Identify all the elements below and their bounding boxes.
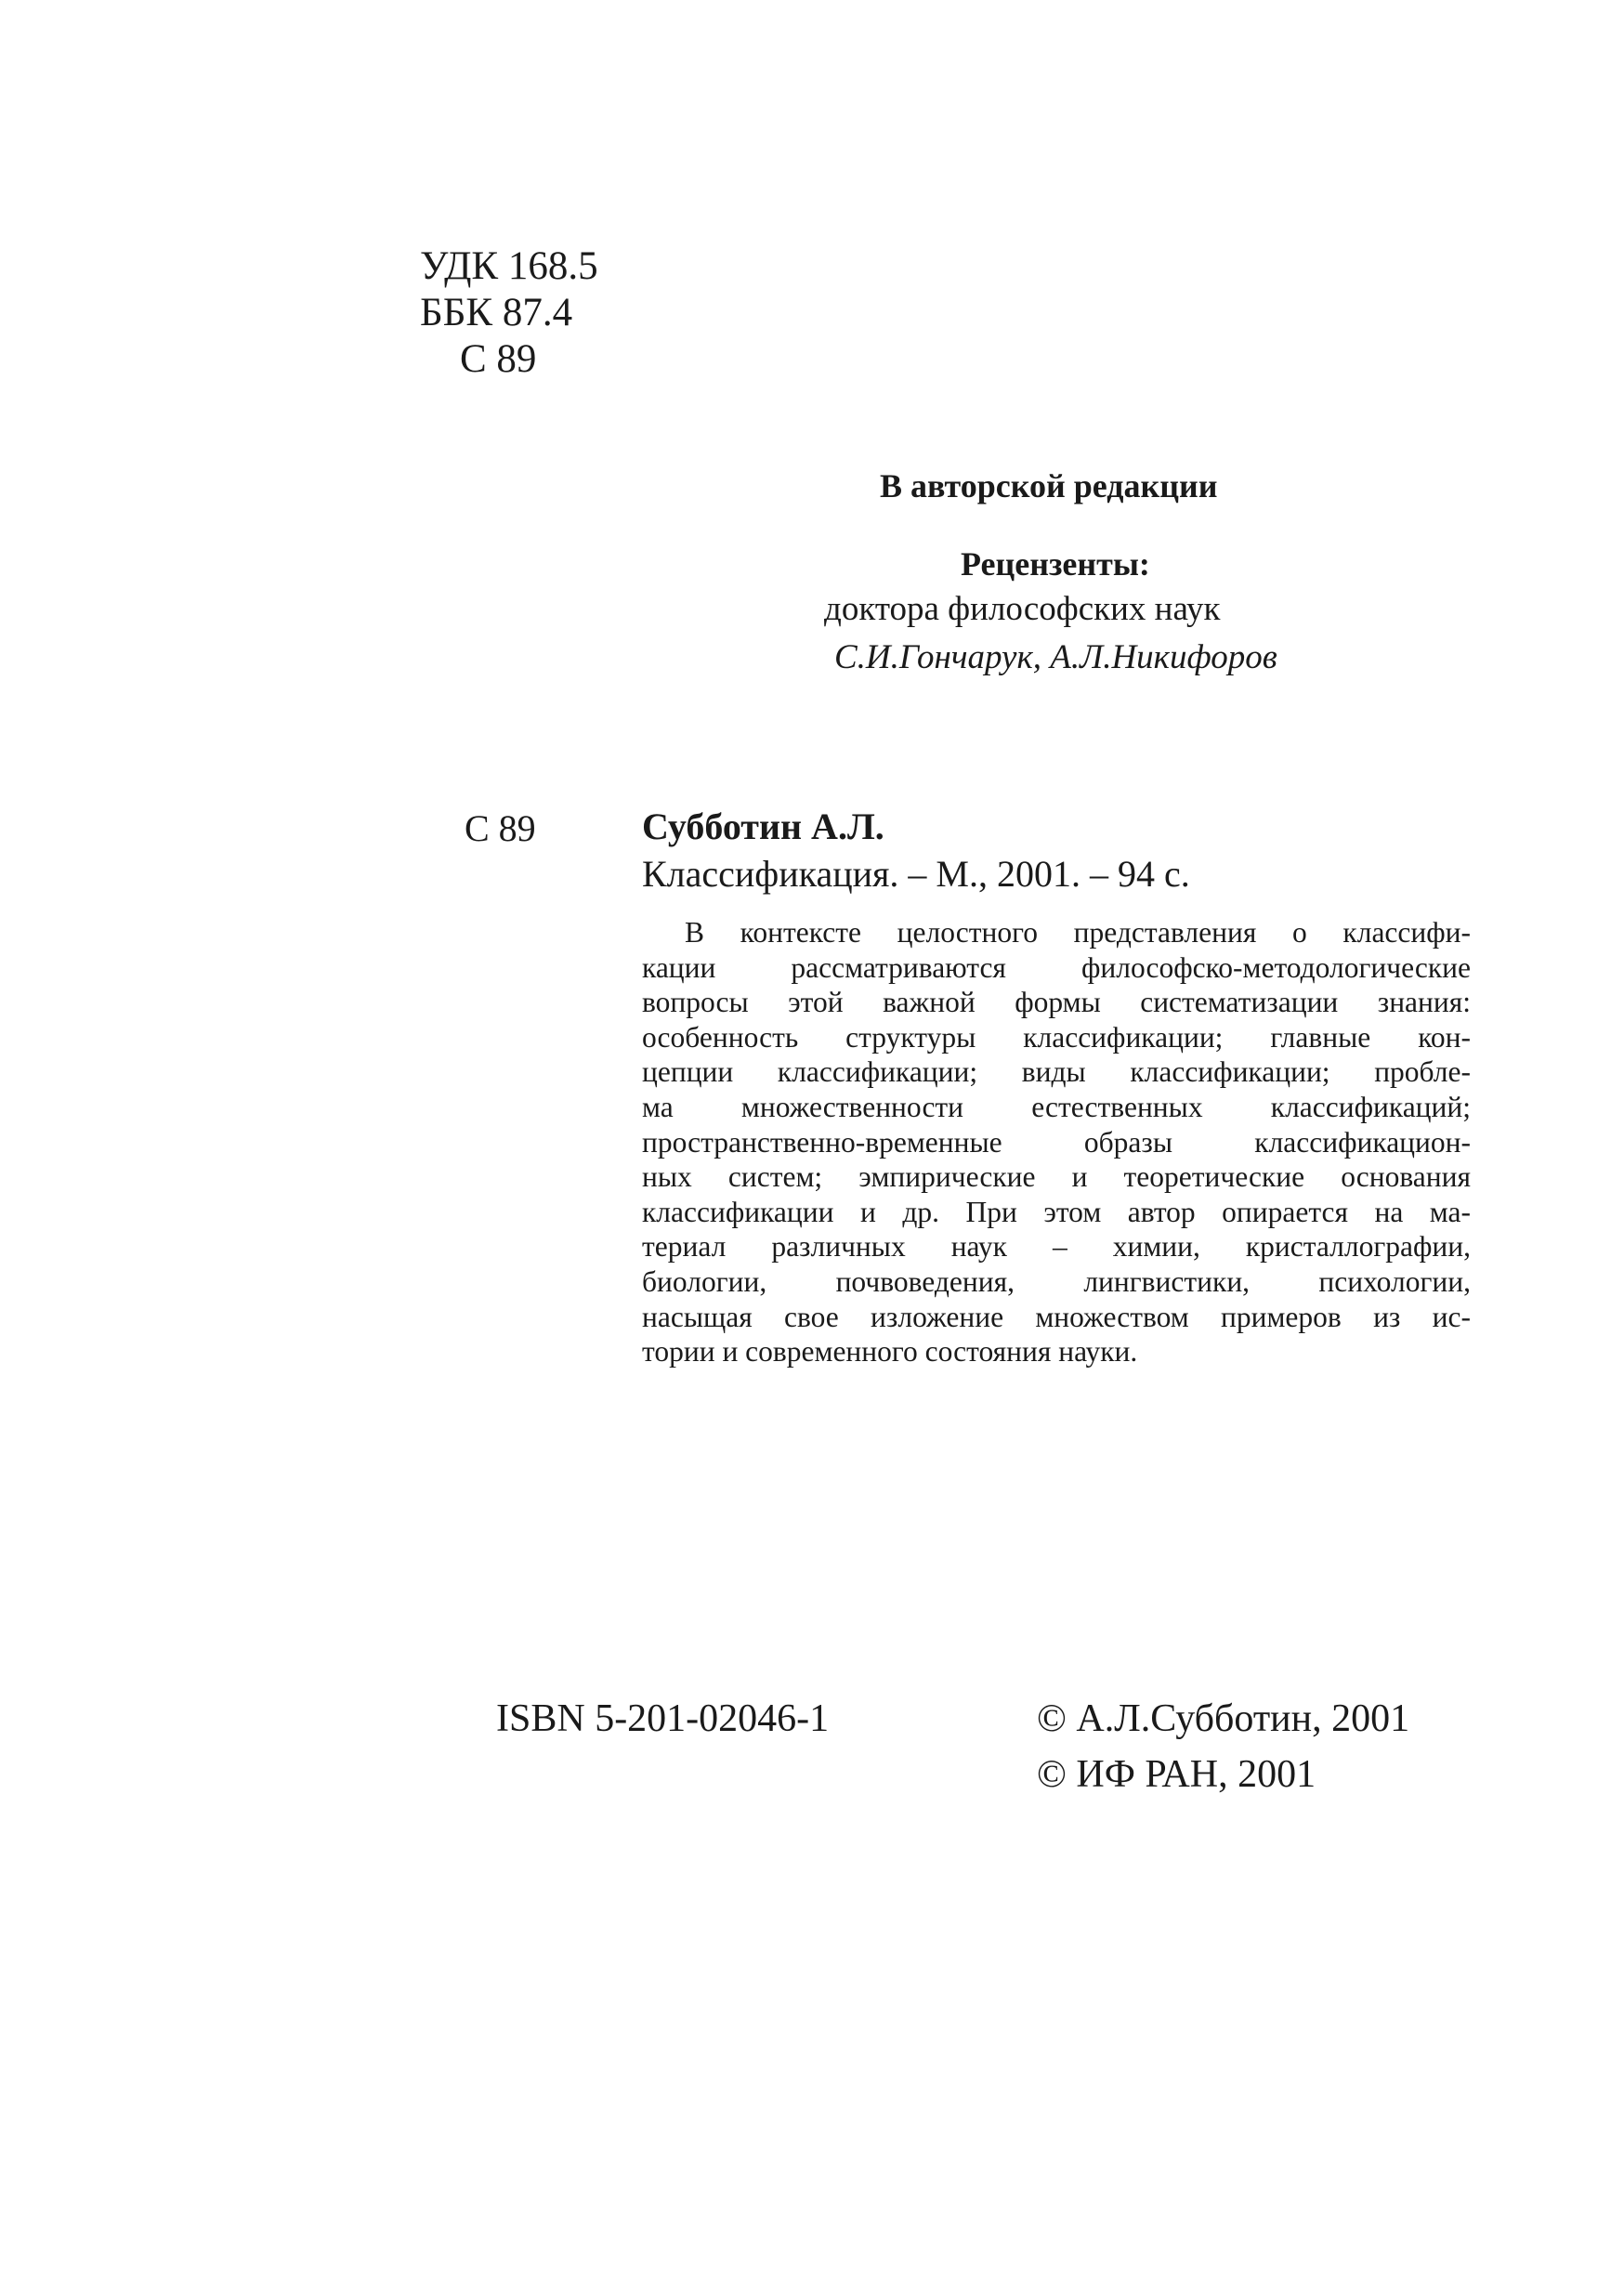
annotation-line: В контексте целостного представления о классифи-: [685, 916, 1471, 949]
annotation-line: цепции классификации; виды классификации; пробле-: [642, 1055, 1471, 1089]
book-author: Субботин А.Л.: [642, 805, 884, 847]
catalog-codes: [420, 243, 598, 383]
reviewers-heading: Рецензенты:: [961, 545, 1150, 583]
copyright-author: © А.Л.Субботин, 2001: [1037, 1697, 1410, 1740]
annotation-line: особенность структуры классификации; главные кон-: [642, 1020, 1471, 1054]
bbk-code: ББК 87.4: [420, 291, 573, 334]
annotation: [642, 915, 1471, 1369]
annotation-line: насыщая свое изложение множеством примеров из ис-: [642, 1300, 1471, 1333]
isbn: ISBN 5-201-02046-1: [496, 1697, 830, 1740]
annotation-line: вопросы этой важной формы систематизации знания:: [642, 986, 1471, 1019]
reviewers-degree: доктора философских наук: [824, 590, 1221, 628]
annotation-line: классификации и др. При этом автор опирается на ма-: [642, 1195, 1471, 1228]
annotation-line: ма множественности естественных классификаций;: [642, 1090, 1471, 1123]
annotation-line: кации рассматриваются философско-методологические: [642, 950, 1471, 984]
annotation-line: териал различных наук – химии, кристаллографии,: [642, 1230, 1471, 1264]
shelf-code: С 89: [465, 807, 536, 849]
annotation-line: пространственно-временные образы классификацион-: [642, 1125, 1471, 1159]
annotation-line: ных систем; эмпирические и теоретические основания: [642, 1160, 1471, 1194]
reviewers-names: С.И.Гончарук, А.Л.Никифоров: [834, 638, 1277, 676]
udk-code: УДК 168.5: [420, 244, 598, 288]
annotation-line: тории и современного состояния науки.: [642, 1335, 1138, 1369]
edition-note: В авторской редакции: [880, 467, 1218, 504]
annotation-line: биологии, почвоведения, лингвистики, психологии,: [642, 1264, 1471, 1298]
author-mark: С 89: [460, 337, 537, 381]
copyright-publisher: © ИФ РАН, 2001: [1037, 1753, 1316, 1796]
book-imprint: Классификация. – М., 2001. – 94 с.: [642, 853, 1190, 895]
